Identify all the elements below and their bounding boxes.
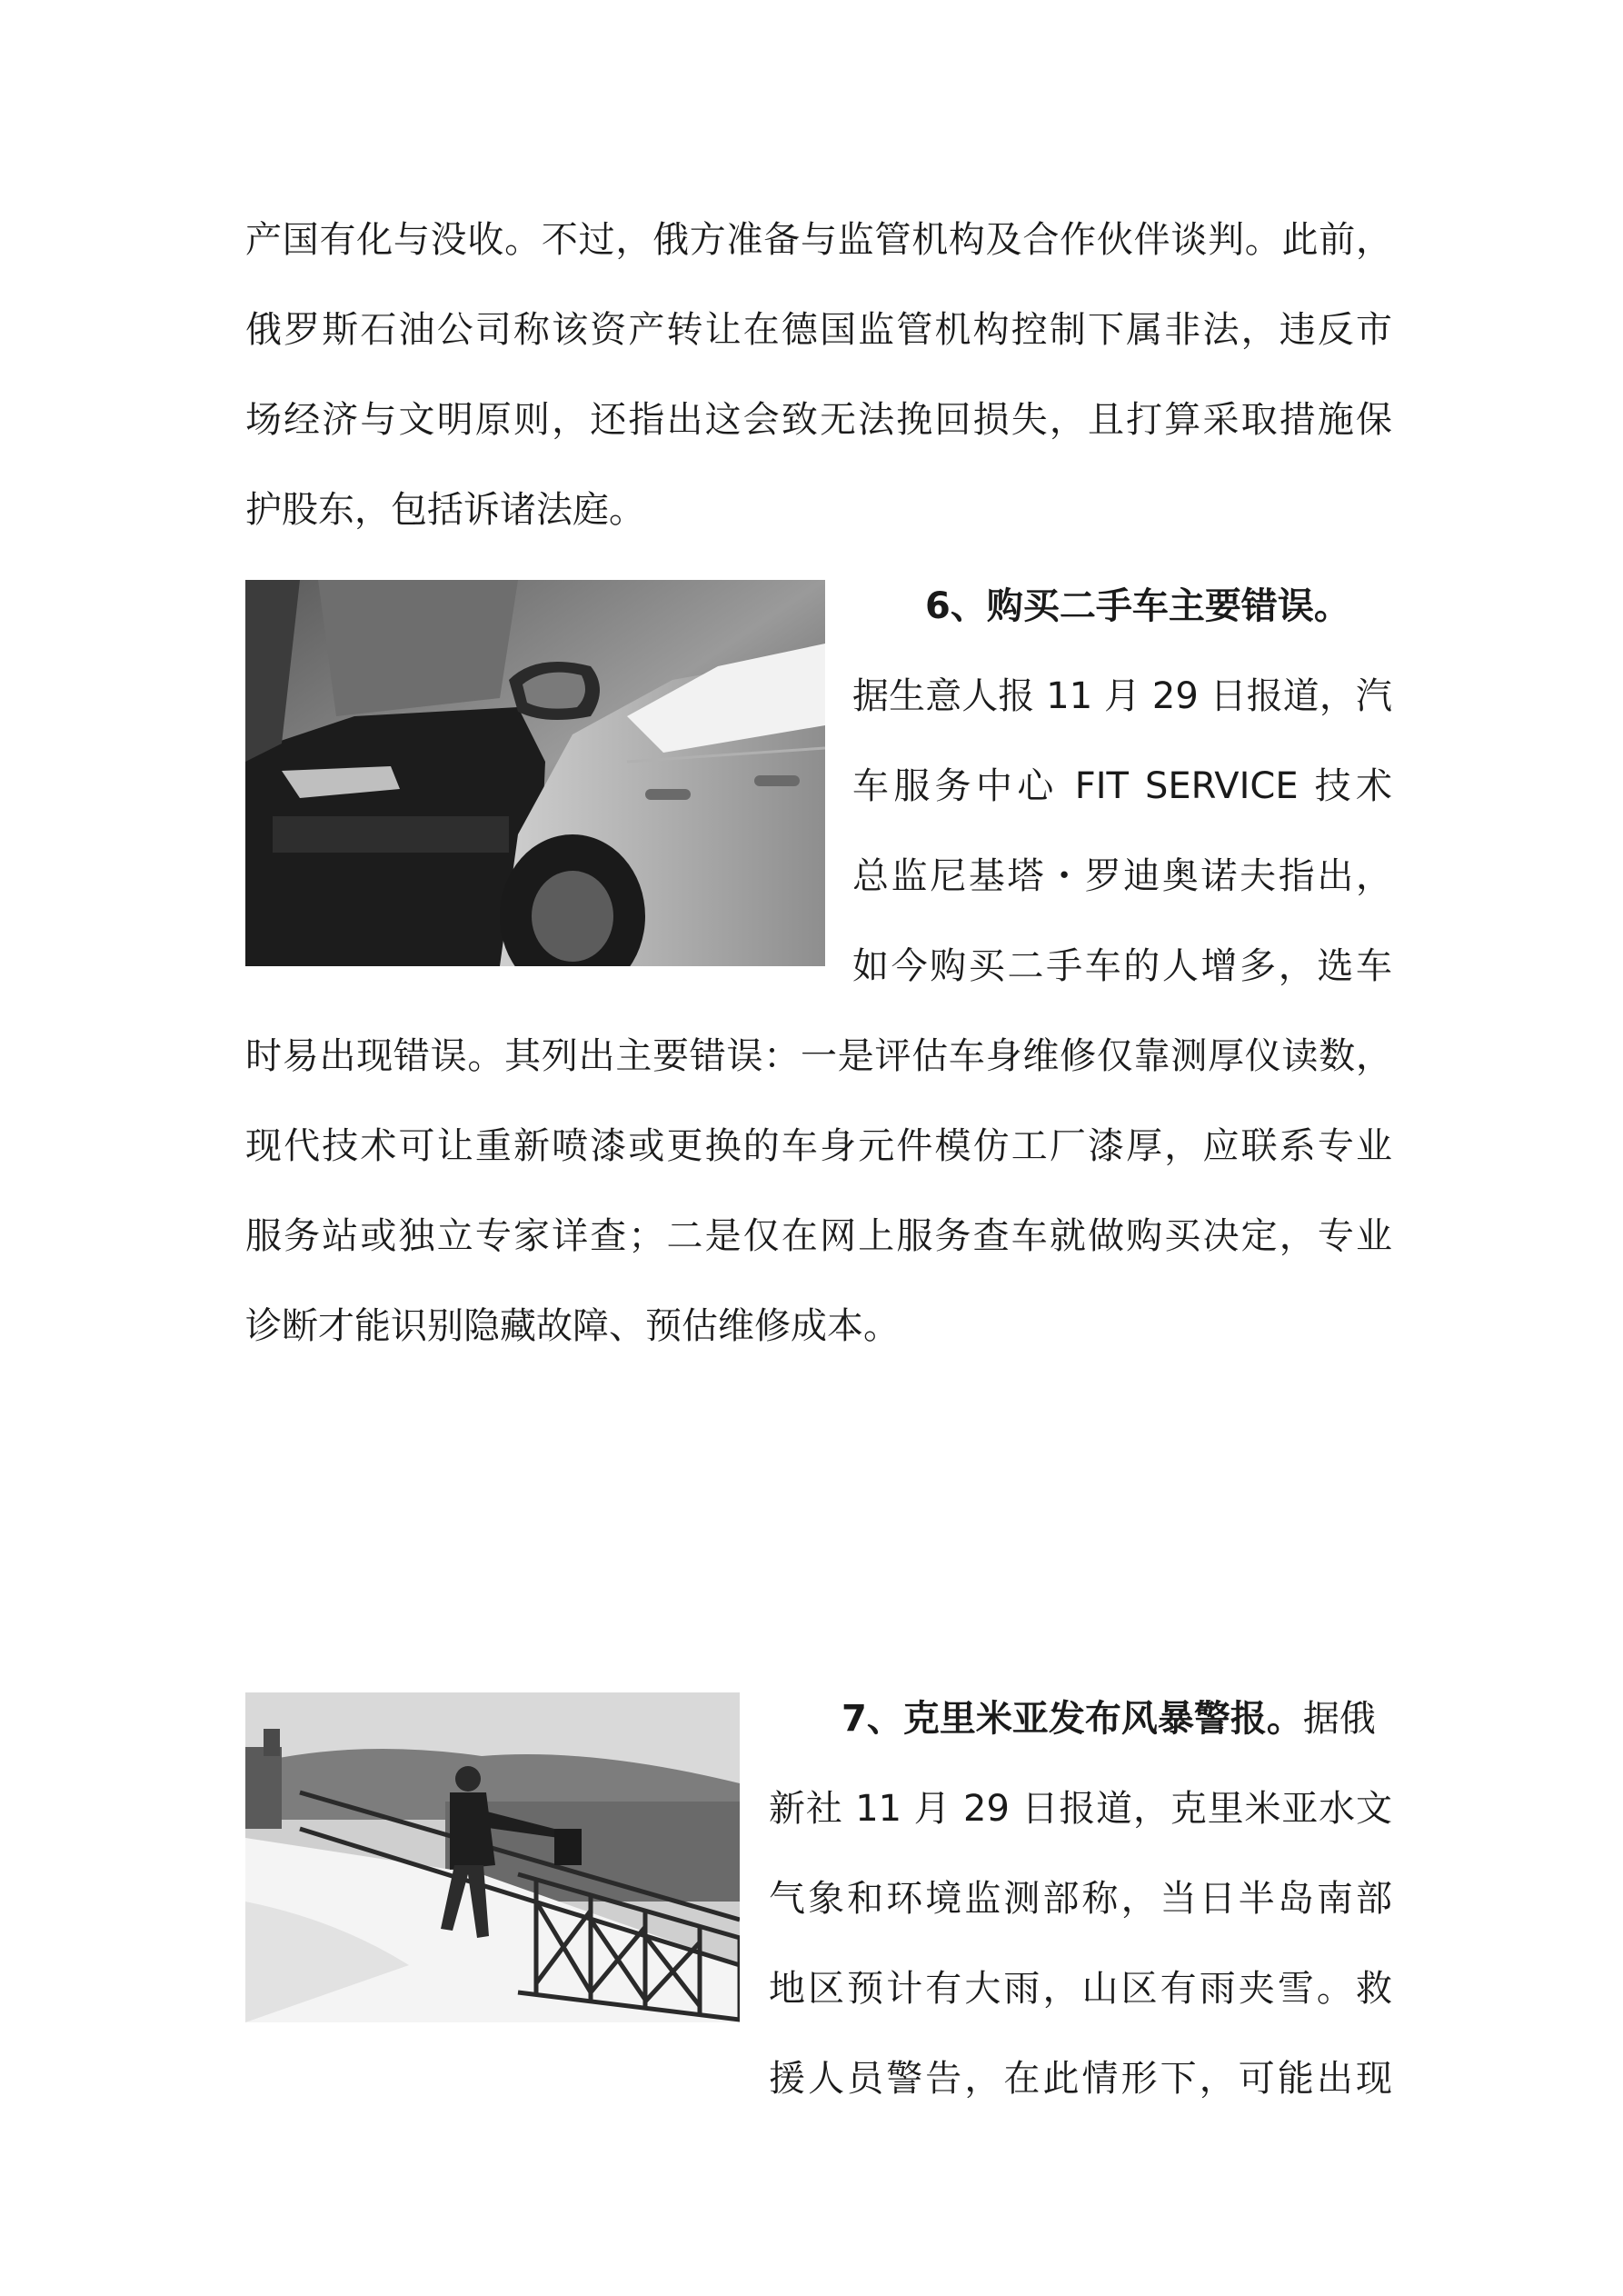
section6-side-text xyxy=(852,562,1392,1012)
section6-body xyxy=(245,1012,1392,1372)
text-line: 诊断才能识别隐藏故障、预估维修成本。 xyxy=(245,1305,900,1347)
text-line: 现代技术可让重新喷漆或更换的车身元件模仿工厂漆厚，应联系专业 xyxy=(245,1125,1392,1167)
text-line: 援人员警告，在此情形下，可能出现 xyxy=(769,2058,1392,2100)
text-line: 车服务中心 FIT SERVICE 技术 xyxy=(852,765,1392,807)
text-line: 新社 11 月 29 日报道，克里米亚水文 xyxy=(769,1788,1392,1830)
text-line: 气象和环境监测部称，当日半岛南部 xyxy=(769,1878,1392,1920)
text-line: 据生意人报 11 月 29 日报道，汽 xyxy=(852,675,1392,717)
text-line: 场经济与文明原则，还指出这会致无法挽回损失，且打算采取措施保 xyxy=(245,399,1392,441)
section-heading: 6、购买二手车主要错误。 xyxy=(925,585,1350,627)
text-line: 服务站或独立专家详查；二是仅在网上服务查车就做购买决定，专业 xyxy=(245,1215,1392,1257)
heading-tail: 据俄 xyxy=(1302,1698,1376,1740)
used-cars-photo xyxy=(245,580,825,966)
section6-heading xyxy=(852,562,1392,652)
text-line: 如今购买二手车的人增多，选车 xyxy=(852,945,1392,987)
crimea-snow-photo xyxy=(245,1692,740,2022)
text-line: 地区预计有大雨，山区有雨夹雪。救 xyxy=(769,1968,1392,2010)
text-line: 俄罗斯石油公司称该资产转让在德国监管机构控制下属非法，违反市 xyxy=(245,309,1392,351)
text-line: 时易出现错误。其列出主要错误：一是评估车身维修仅靠测厚仪读数， xyxy=(245,1035,1392,1077)
text-line: 总监尼基塔・罗迪奥诺夫指出， xyxy=(852,855,1392,897)
section7-side-text xyxy=(769,1674,1392,2124)
text-line: 产国有化与没收。不过，俄方准备与监管机构及合作伙伴谈判。此前， xyxy=(245,219,1392,261)
section-heading: 7、克里米亚发布风暴警报。 xyxy=(841,1698,1303,1740)
text-line: 护股东，包括诉诸法庭。 xyxy=(245,489,645,531)
paragraph-prev-section xyxy=(245,195,1392,555)
section7-heading xyxy=(769,1674,1392,1764)
